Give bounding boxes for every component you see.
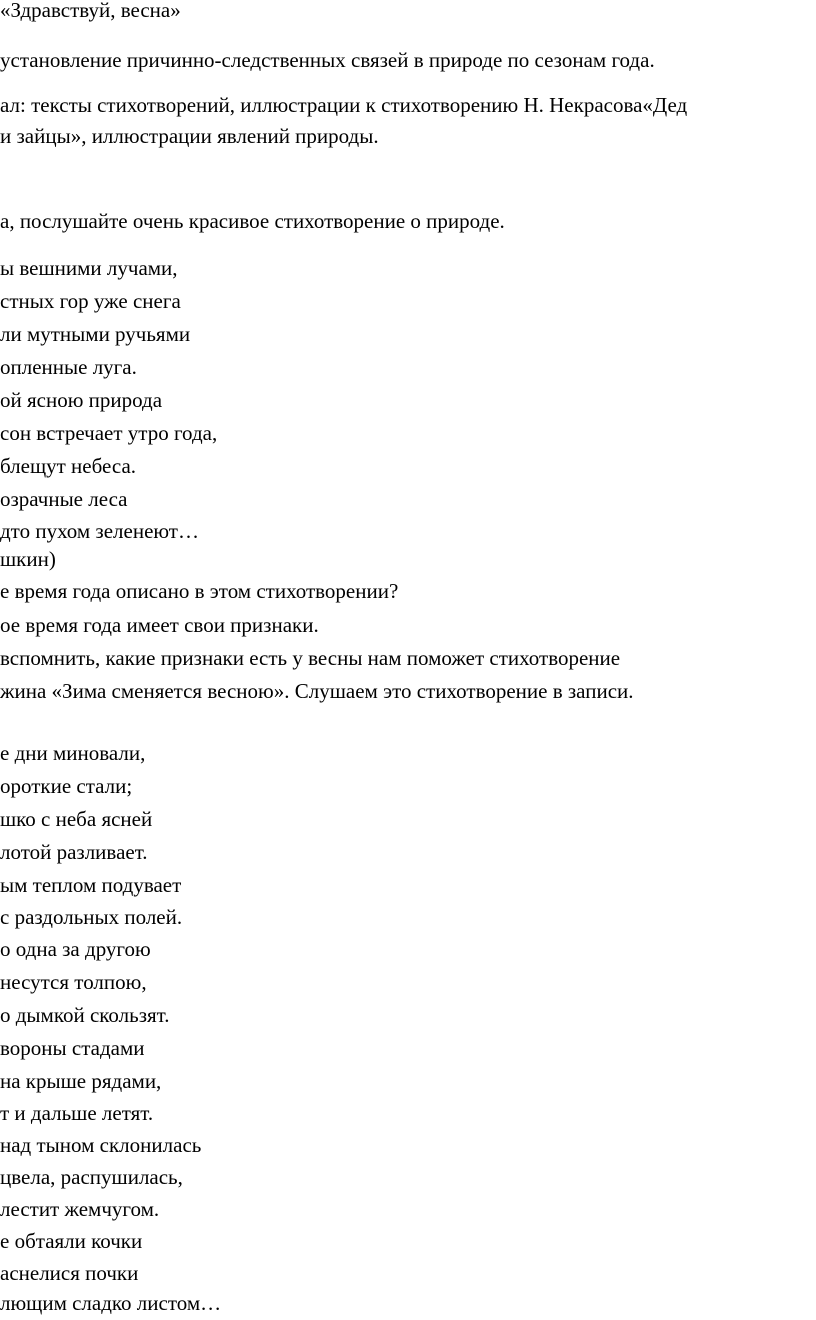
poem1-line: озрачные леса	[0, 487, 128, 511]
poem2-line: о одна за другою	[0, 937, 151, 961]
poem2-line: е обтаяли кочки	[0, 1229, 143, 1253]
poem2-line: лотой разливает.	[0, 840, 148, 864]
materials-line-2: и зайцы», иллюстрации явлений природы.	[0, 124, 379, 148]
discussion-line: ое время года имеет свои признаки.	[0, 613, 319, 637]
poem2-line: о дымкой скользят.	[0, 1003, 170, 1027]
intro-text: а, послушайте очень красивое стихотворение о природе.	[0, 209, 505, 233]
poem2-line: лющим сладко листом…	[0, 1291, 222, 1315]
poem2-line: с раздольных полей.	[0, 905, 183, 929]
poem2-line: на крыше рядами,	[0, 1069, 162, 1093]
discussion-line: е время года описано в этом стихотворении?	[0, 579, 399, 603]
poem1-line: сон встречает утро года,	[0, 421, 218, 445]
poem1-line: стных гор уже снега	[0, 289, 181, 313]
poem1-author: шкин)	[0, 547, 56, 571]
poem2-line: ым теплом подувает	[0, 873, 182, 897]
poem2-line: над тыном склонилась	[0, 1133, 202, 1157]
poem2-line: аснелися почки	[0, 1261, 139, 1285]
poem2-line: лестит жемчугом.	[0, 1197, 160, 1221]
poem1-line: блещут небеса.	[0, 454, 137, 478]
poem2-line: шко с неба ясней	[0, 807, 153, 831]
poem2-line: несутся толпою,	[0, 970, 147, 994]
lesson-goal: установление причинно-следственных связей в природе по сезонам года.	[0, 48, 655, 72]
poem2-line: вороны стадами	[0, 1036, 145, 1060]
discussion-line: жина «Зима сменяется весною». Слушаем это стихотворение в записи.	[0, 679, 634, 703]
poem2-line: е дни миновали,	[0, 741, 146, 765]
poem1-line: ы вешними лучами,	[0, 256, 178, 280]
poem2-line: цвела, распушилась,	[0, 1165, 183, 1189]
poem1-line: ой ясною природа	[0, 388, 163, 412]
lesson-title: «Здравствуй, весна»	[0, 0, 181, 22]
poem1-line: опленные луга.	[0, 355, 137, 379]
materials-line-1: ал: тексты стихотворений, иллюстрации к стихотворению Н. Некрасова«Дед	[0, 93, 688, 117]
poem1-line: ли мутными ручьями	[0, 322, 191, 346]
discussion-line: вспомнить, какие признаки есть у весны нам поможет стихотворение	[0, 646, 621, 670]
poem1-line: дто пухом зеленеют…	[0, 519, 199, 543]
poem2-line: ороткие стали;	[0, 774, 133, 798]
poem2-line: т и дальше летят.	[0, 1101, 154, 1125]
